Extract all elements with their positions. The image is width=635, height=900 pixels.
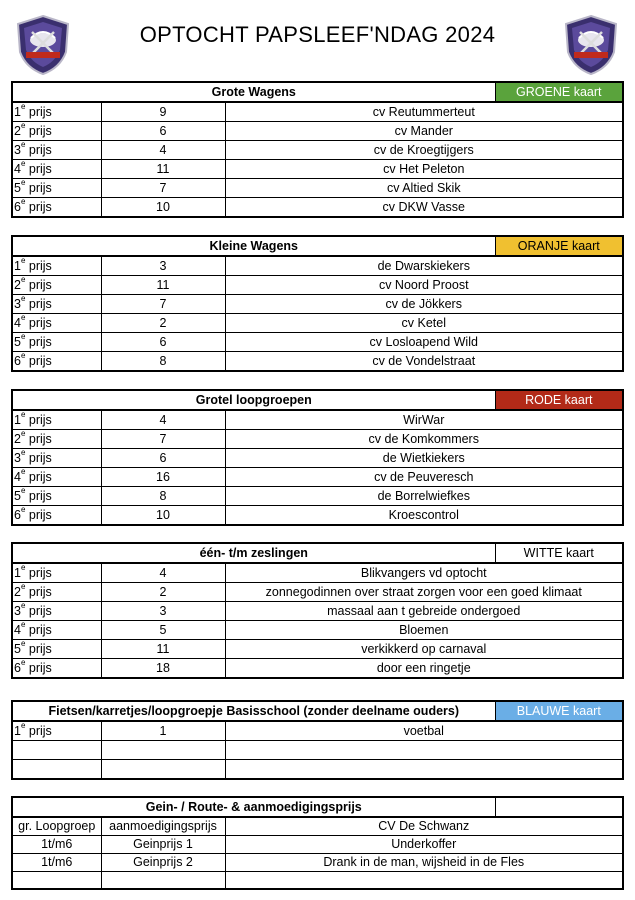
card-badge: BLAUWE kaart: [495, 701, 623, 721]
table-row: 5e prijs 6 cv Losloapend Wild: [12, 333, 623, 352]
section-een-tm-zeslingen: [11, 542, 624, 679]
card-badge: ORANJE kaart: [495, 236, 623, 256]
section-title: Grote Wagens: [12, 82, 495, 102]
section-kleine-wagens: [11, 235, 624, 372]
table-row: 4e prijs 2 cv Ketel: [12, 314, 623, 333]
table-row: 6e prijs 8 cv de Vondelstraat: [12, 352, 623, 372]
table-row: 1t/m6 Geinprijs 2 Drank in de man, wijsheid in de Fles: [12, 854, 623, 872]
section-gein-route-aanmoediging: [11, 796, 624, 890]
table-row: 4e prijs 16 cv de Peuveresch: [12, 468, 623, 487]
table-row: 3e prijs 3 massaal aan t gebreide ondergoed: [12, 602, 623, 621]
table-row: 1t/m6 Geinprijs 1 Underkoffer: [12, 836, 623, 854]
card-badge: [495, 797, 623, 817]
table-row: 5e prijs 7 cv Altied Skik: [12, 179, 623, 198]
table-row: 1e prijs 4 Blikvangers vd optocht: [12, 563, 623, 583]
section-title: één- t/m zeslingen: [12, 543, 495, 563]
table-row: 3e prijs 7 cv de Jökkers: [12, 295, 623, 314]
carnival-logo-right: [562, 14, 620, 76]
table-row: 1e prijs 3 de Dwarskiekers: [12, 256, 623, 276]
table-row: 1e prijs 9 cv Reutummerteut: [12, 102, 623, 122]
page-title: OPTOCHT PAPSLEEF'NDAG 2024: [139, 22, 496, 47]
table-row: [12, 872, 623, 890]
table-row: 4e prijs 5 Bloemen: [12, 621, 623, 640]
table-row: [12, 760, 623, 780]
table-row: 6e prijs 10 cv DKW Vasse: [12, 198, 623, 218]
table-row: 6e prijs 10 Kroescontrol: [12, 506, 623, 526]
section-basisschool: [11, 700, 624, 780]
table-row: 1e prijs 1 voetbal: [12, 721, 623, 741]
section-title: Gein- / Route- & aanmoedigingsprijs: [12, 797, 495, 817]
section-grotel-loopgroepen: [11, 389, 624, 526]
section-title: Grotel loopgroepen: [12, 390, 495, 410]
table-row: 2e prijs 6 cv Mander: [12, 122, 623, 141]
card-badge: RODE kaart: [495, 390, 623, 410]
carnival-logo-left: [14, 14, 72, 76]
table-row: 5e prijs 11 verkikkerd op carnaval: [12, 640, 623, 659]
table-row: 2e prijs 11 cv Noord Proost: [12, 276, 623, 295]
section-title: Fietsen/karretjes/loopgroepje Basisschool (zonder deelname ouders): [12, 701, 495, 721]
card-badge: GROENE kaart: [495, 82, 623, 102]
table-row: 2e prijs 7 cv de Komkommers: [12, 430, 623, 449]
table-row: [12, 741, 623, 760]
table-row: 6e prijs 18 door een ringetje: [12, 659, 623, 679]
section-grote-wagens: [11, 81, 624, 218]
table-row: 5e prijs 8 de Borrelwiefkes: [12, 487, 623, 506]
section-title: Kleine Wagens: [12, 236, 495, 256]
table-header-row: gr. Loopgroep aanmoedigingsprijs CV De Schwanz: [12, 817, 623, 836]
table-row: 3e prijs 4 cv de Kroegtijgers: [12, 141, 623, 160]
card-badge: WITTE kaart: [495, 543, 623, 563]
table-row: 1e prijs 4 WirWar: [12, 410, 623, 430]
table-row: 3e prijs 6 de Wietkiekers: [12, 449, 623, 468]
table-row: 2e prijs 2 zonnegodinnen over straat zorgen voor een goed klimaat: [12, 583, 623, 602]
table-row: 4e prijs 11 cv Het Peleton: [12, 160, 623, 179]
